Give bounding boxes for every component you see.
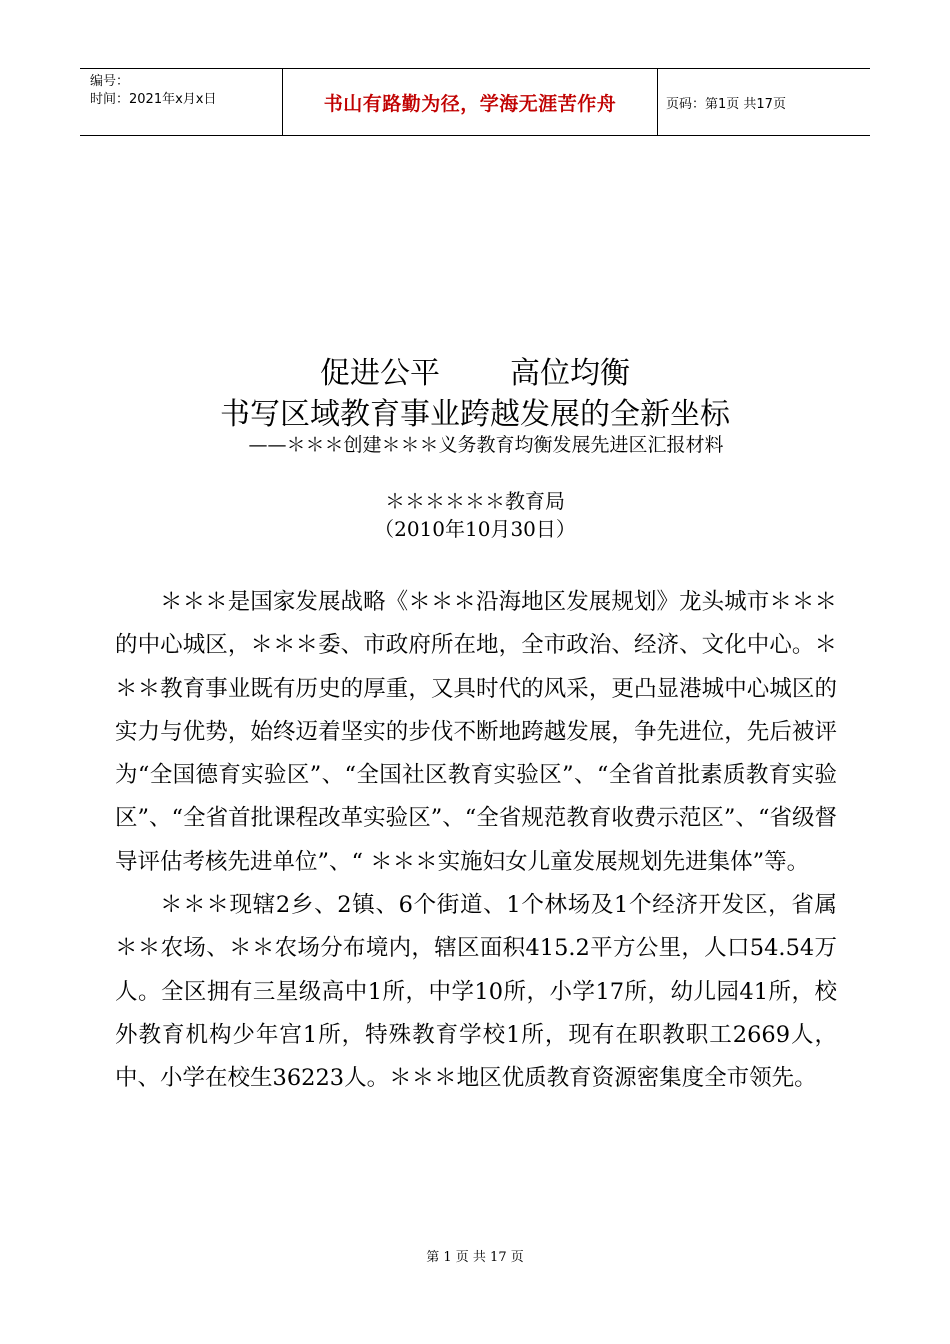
header-page-info: 页码：第1页 共17页 — [666, 96, 786, 112]
subtitle: ——＊＊＊创建＊＊＊义务教育均衡发展先进区汇报材料 — [248, 434, 724, 456]
title-line-2: 书写区域教育事业跨越发展的全新坐标 — [220, 397, 730, 432]
time-label: 时间：2021年x月x日 — [90, 92, 217, 107]
page-footer: 第 1 页 共 17 页 — [426, 1250, 524, 1265]
document-header — [80, 68, 870, 136]
paragraph: ＊＊＊是国家发展战略《＊＊＊沿海地区发展规划》龙头城市＊＊＊的中心城区，＊＊＊委、市政府所在地，全市政治、经济、文化中心。＊＊＊教育事业既有历史的厚重，又具时代的风采，更凸显港城中心城区的实力与优势，始终迈着坚实的步伐不断地跨越发展，争先进位，先后被评为“全国德育实验区”、“全国社区教育实验区”、“全省首批素质教育实验区”、“全省首批课程改革实验区”、“全省规范教育收费示范区”、“省级督导评估考核先进单位”、“ ＊＊＊实施妇女儿童发展规划先进集体”等。 — [115, 589, 837, 875]
header-meta — [80, 69, 282, 135]
paragraph: ＊＊＊现辖2乡、2镇、6个街道、1个林场及1个经济开发区，省属＊＊农场、＊＊农场分布境内，辖区面积415.2平方公里，人口54.54万人。全区拥有三星级高中1所，中学10所，小学17所，幼儿园41所，校外教育机构少年宫1所，特殊教育学校1所，现有在职教职工2669人，中、小学在校生36223人。＊＊＊地区优质教育资源密集度全市领先。 — [115, 892, 837, 1092]
title-part-1: 促进公平 — [320, 356, 440, 391]
title-part-2: 高位均衡 — [510, 356, 630, 391]
body-text — [115, 581, 837, 1101]
author-org: ＊＊＊＊＊＊教育局 — [385, 489, 565, 513]
header-motto: 书山有路勤为径，学海无涯苦作舟 — [282, 69, 658, 135]
author-date: （2010年10月30日） — [374, 517, 576, 541]
title-line-1 — [0, 348, 950, 392]
number-label: 编号： — [90, 74, 130, 89]
